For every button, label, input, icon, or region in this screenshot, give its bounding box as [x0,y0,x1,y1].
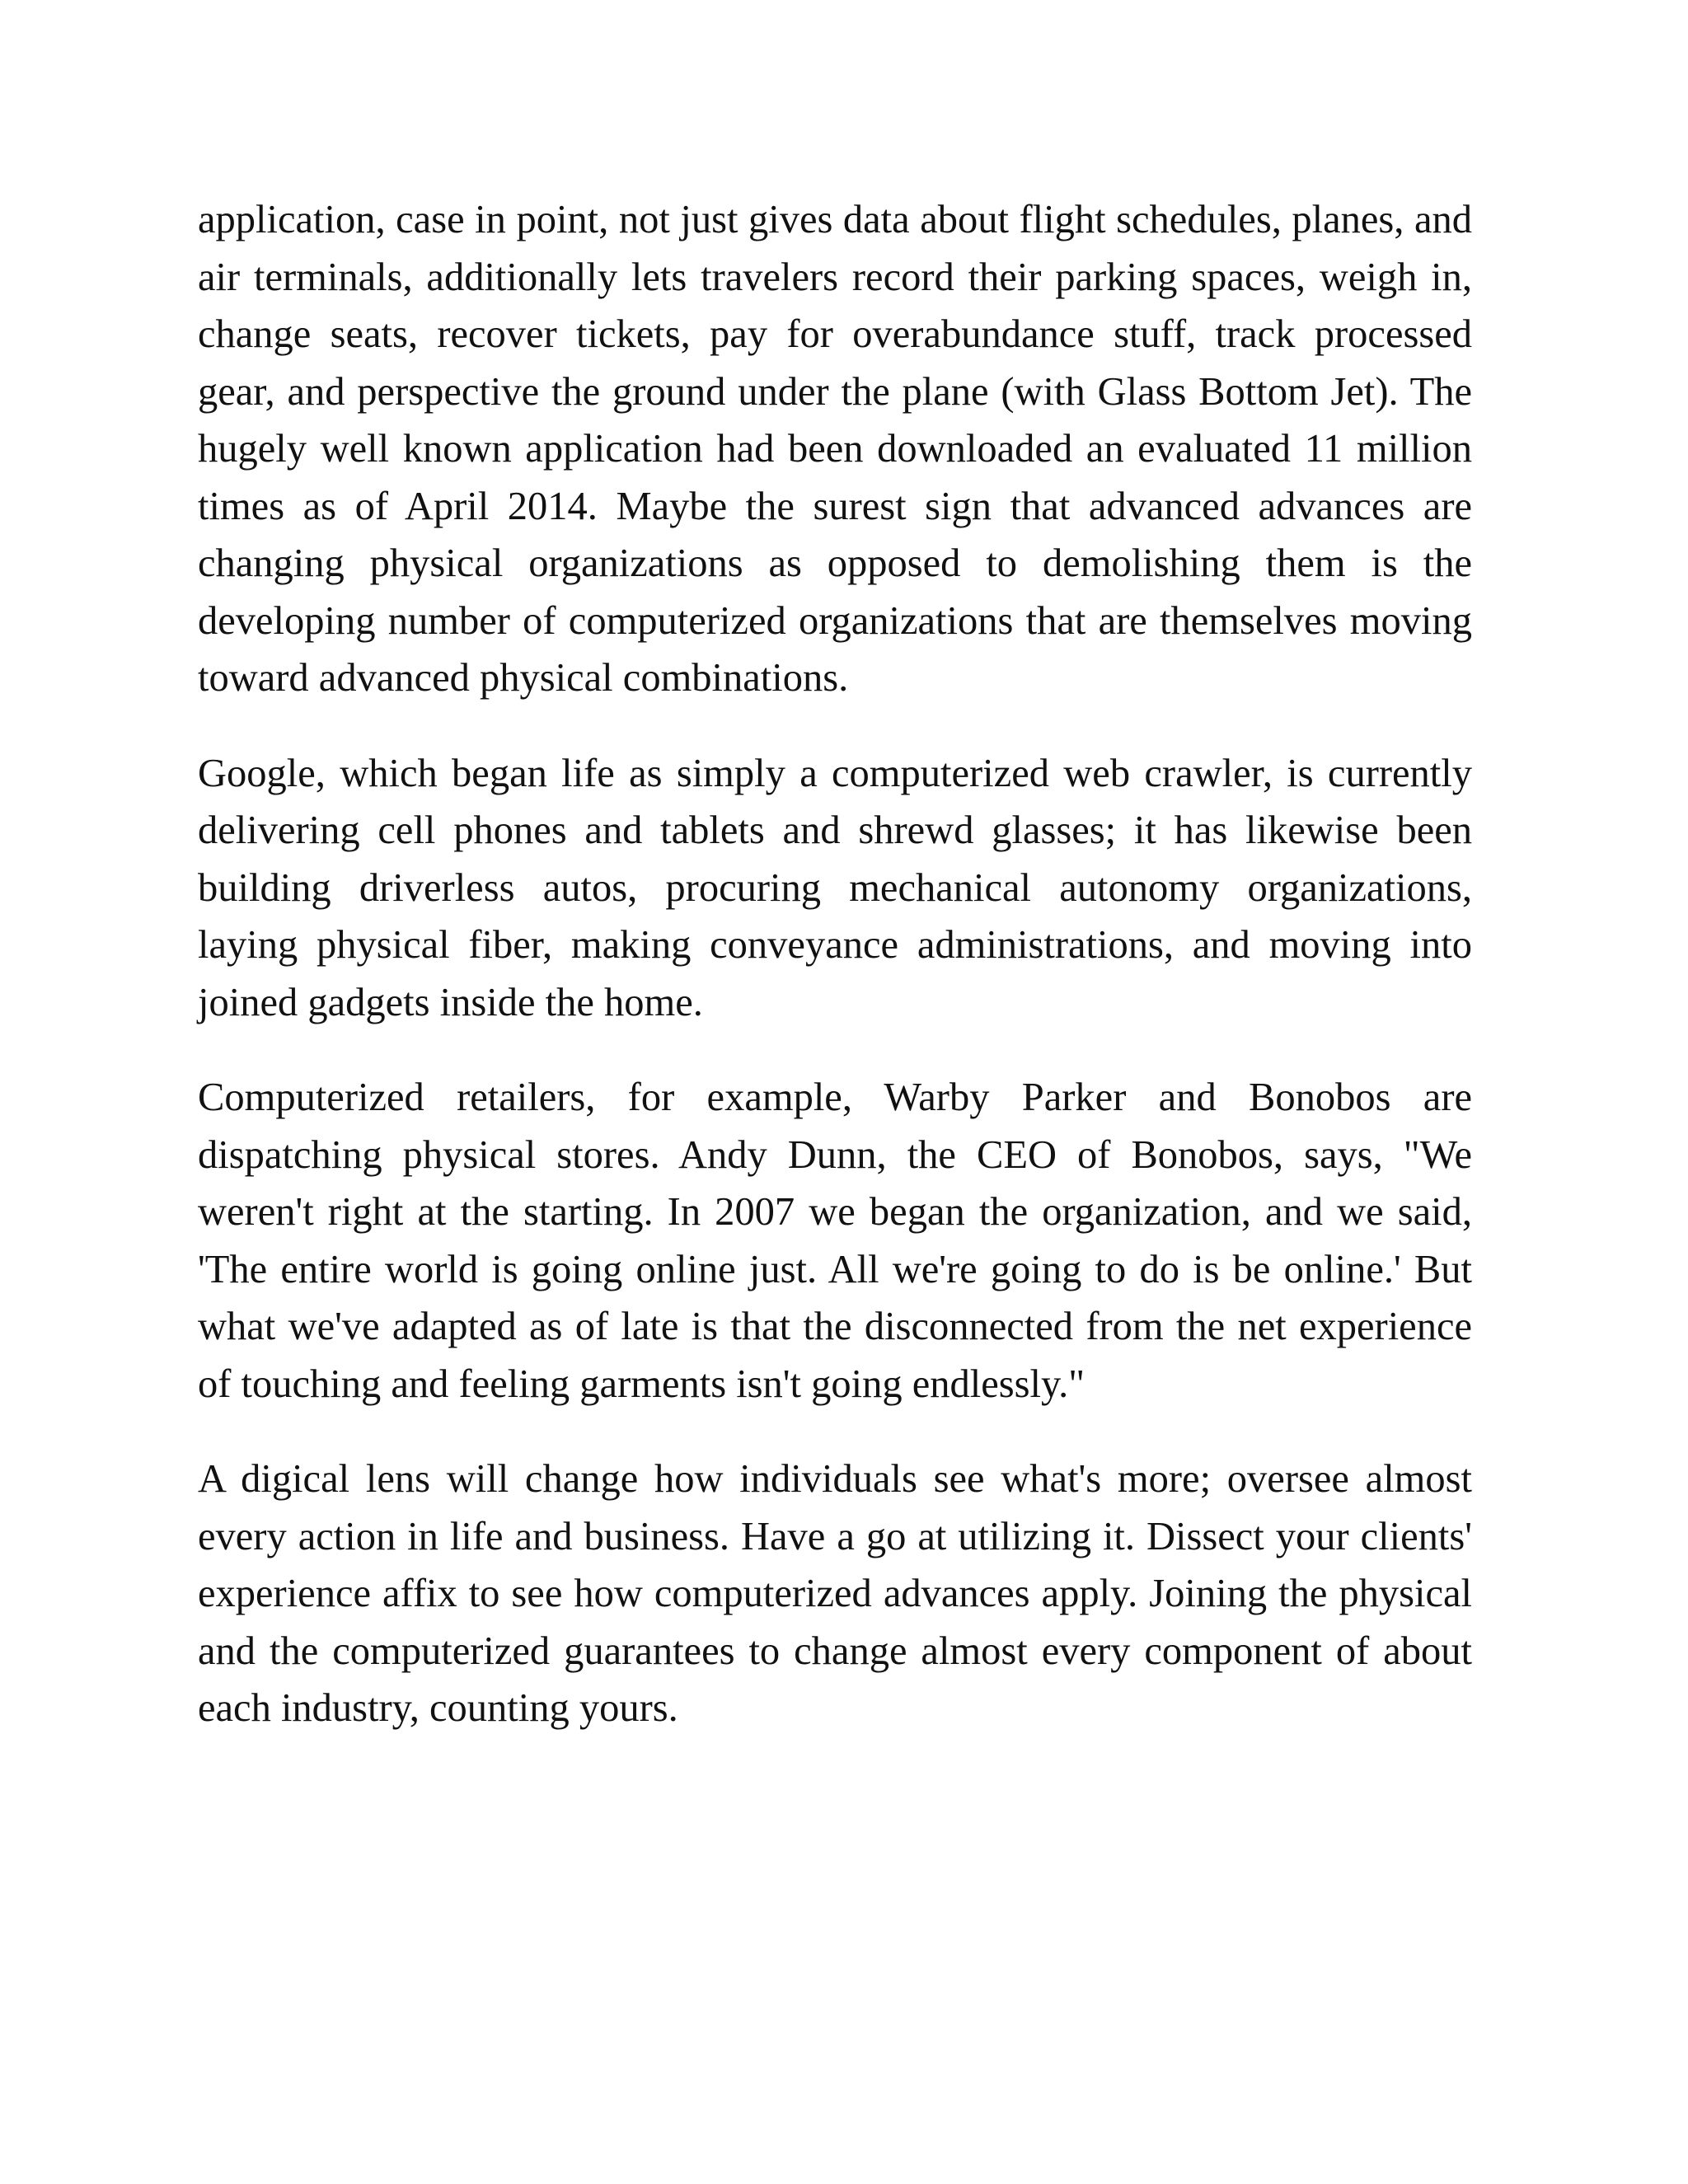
body-text [198,191,1472,1775]
paragraph-1: application, case in point, not just gives data about flight schedules, planes, and air terminals, additionally lets travelers record their parking spaces, weigh in, change seats, recover tickets, pay for overabundance stuff, track processed gear, and perspective the ground under the plane (with Glass Bottom Jet). The hugely well known application had been downloaded an evaluated 11 million times as of April 2014. Maybe the surest sign that advanced advances are changing physical organizations as opposed to demolishing them is the developing number of computerized organizations that are themselves moving toward advanced physical combinations. [198,198,1472,700]
paragraph-2: Google, which began life as simply a computerized web crawler, is currently delivering cell phones and tablets and shrewd glasses; it has likewise been building driverless autos, procuring mechanical autonomy organizations, laying physical fiber, making conveyance administrations, and moving into joined gadgets inside the home. [198,751,1472,1024]
paragraph-4: A digical lens will change how individuals see what's more; oversee almost every action in life and business. Have a go at utilizing it. Dissect your clients' experience affix to see how computerized advances apply. Joining the physical and the computerized guarantees to change almost every component of about each industry, counting yours. [198,1457,1472,1730]
paragraph-3: Computerized retailers, for example, Warby Parker and Bonobos are dispatching physical stores. Andy Dunn, the CEO of Bonobos, says, "We weren't right at the starting. In 2007 we began the organization, and we said, 'The entire world is going online just. All we're going to do is be online.' But what we've adapted as of late is that the disconnected from the net experience of touching and feeling garments isn't going endlessly." [198,1076,1472,1406]
